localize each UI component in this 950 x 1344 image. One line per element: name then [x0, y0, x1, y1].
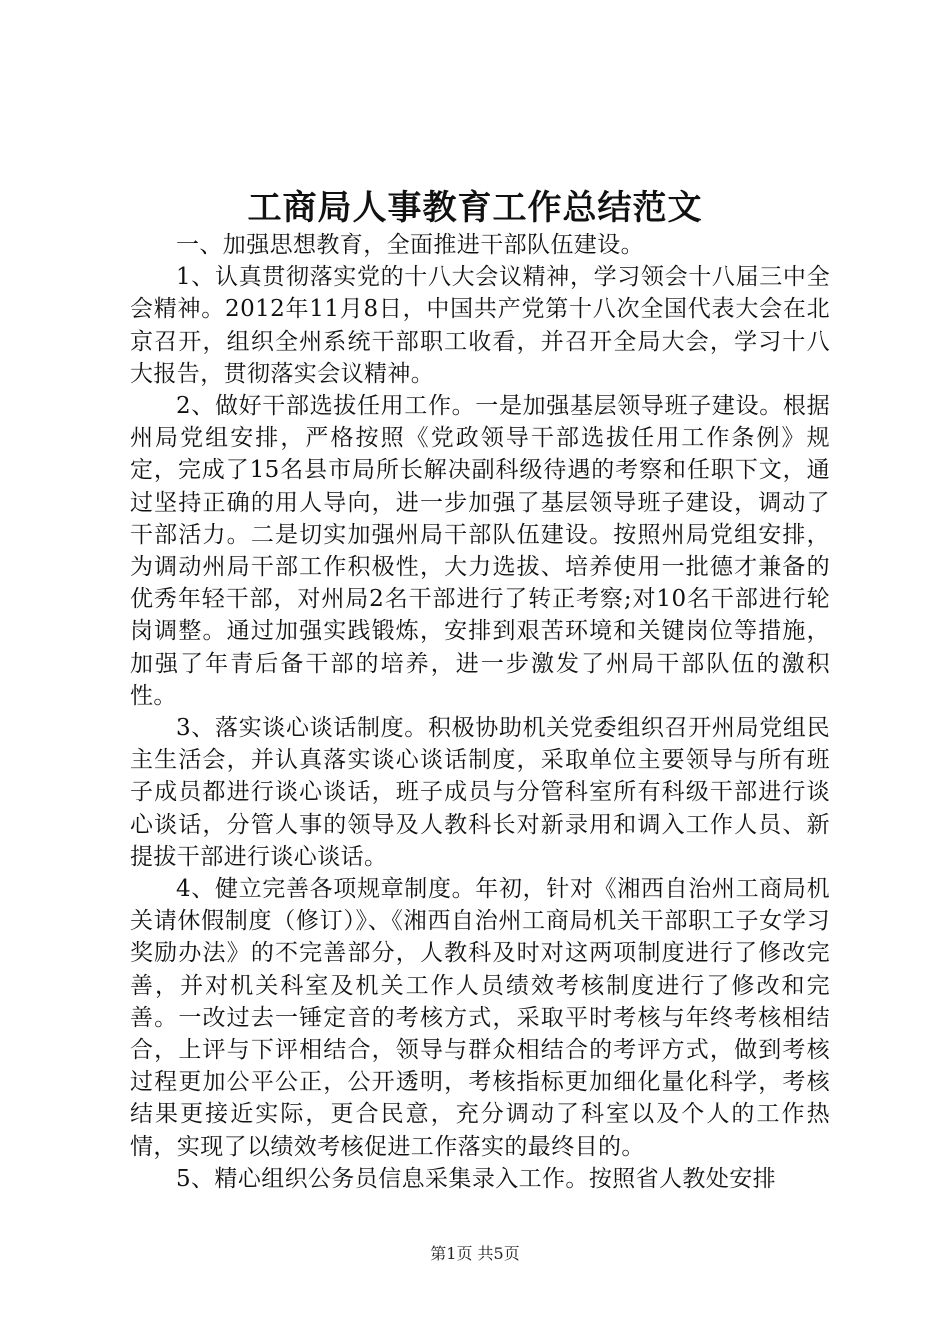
document-title: 工商局人事教育工作总结范文	[247, 188, 703, 228]
paragraph-4: 4、健立完善各项规章制度。年初，针对《湘西自治州工商局机关请休假制度（修订）》、《湘西自治州工商局机关干部职工子女学习奖励办法》的不完善部分，人教科及时对这两项制度进行了修改完善，并对机关科室及机关工作人员绩效考核制度进行了修改和完善。一改过去一锤定音的考核方式，采取平时考核与年终考核相结合，上评与下评相结合，领导与群众相结合的考评方式，做到考核过程更加公平公正，公开透明，考核指标更加细化量化科学，考核结果更接近实际，更合民意，充分调动了科室以及个人的工作热情，实现了以绩效考核促进工作落实的最终目的。	[130, 876, 830, 1160]
page-footer: 第1页 共5页	[430, 1244, 520, 1263]
paragraph-2: 2、做好干部选拔任用工作。一是加强基层领导班子建设。根据州局党组安排，严格按照《党政领导干部选拔任用工作条例》规定，完成了15名县市局所长解决副科级待遇的考察和任职下文，通过坚持正确的用人导向，进一步加强了基层领导班子建设，调动了干部活力。二是切实加强州局干部队伍建设。按照州局党组安排，为调动州局干部工作积极性，大力选拔、培养使用一批德才兼备的优秀年轻干部，对州局2名干部进行了转正考察;对10名干部进行轮岗调整。通过加强实践锻炼，安排到艰苦环境和关键岗位等措施，加强了年青后备干部的培养，进一步激发了州局干部队伍的激积性。	[130, 393, 830, 709]
section-heading: 一、加强思想教育，全面推进干部队伍建设。	[176, 232, 644, 258]
paragraph-1: 1、认真贯彻落实党的十八大会议精神，学习领会十八届三中全会精神。2012年11月8日，中国共产党第十八次全国代表大会在北京召开，组织全州系统干部职工收看，并召开全局大会，学习十八大报告，贯彻落实会议精神。	[130, 264, 830, 387]
paragraph-5: 5、精心组织公务员信息采集录入工作。按照省人教处安排	[176, 1165, 777, 1192]
paragraph-3: 3、落实谈心谈话制度。积极协助机关党委组织召开州局党组民主生活会，并认真落实谈心谈话制度，采取单位主要领导与所有班子成员都进行谈心谈话，班子成员与分管科室所有科级干部进行谈心谈话，分管人事的领导及人教科长对新录用和调入工作人员、新提拔干部进行谈心谈话。	[130, 715, 830, 870]
document-body	[130, 229, 830, 1195]
